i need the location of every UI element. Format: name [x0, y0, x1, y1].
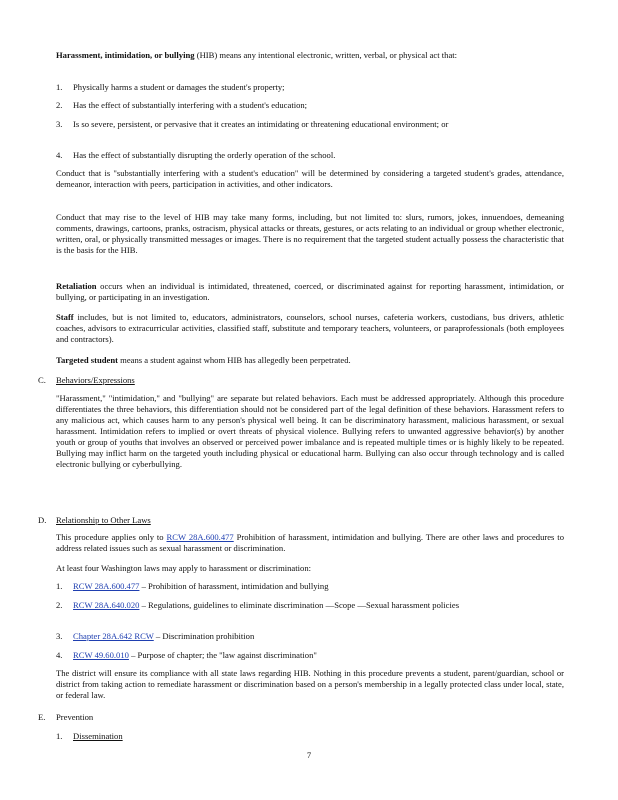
section-c-heading: Behaviors/Expressions [56, 375, 135, 385]
law-text: – Discrimination prohibition [153, 631, 255, 641]
targeted-term: Targeted student [56, 355, 118, 365]
law-item [73, 600, 563, 611]
compliance-paragraph: The district will ensure its compliance with all state laws regarding HIB. Nothing in this procedure prevents a student, parent/guardian, school or district from taking action to remediate harassment or discrimination based on a person's membership in a legally protected class under local, state, or federal law. [56, 668, 564, 700]
law-link[interactable]: RCW 28A.640.020 [73, 600, 140, 610]
retaliation-text: occurs when an individual is intimidated, threatened, coerced, or discriminated against for reporting harassment, intimidation, or bullying, or participating in an investigation. [56, 281, 564, 302]
targeted-student-definition [56, 355, 564, 366]
retaliation-definition [56, 281, 564, 303]
law-number: 4. [56, 650, 63, 660]
law-number: 1. [56, 581, 63, 591]
law-item [73, 631, 563, 642]
item-number: 4. [56, 150, 63, 160]
laws-intro-pre: This procedure applies only to [56, 532, 167, 542]
laws-count-paragraph: At least four Washington laws may apply to harassment or discrimination: [56, 563, 312, 573]
list-item: Has the effect of substantially disrupting the orderly operation of the school. [73, 150, 336, 160]
hib-definition-text: (HIB) means any intentional electronic, written, verbal, or physical act that: [194, 50, 458, 60]
conduct-paragraph: Conduct that is "substantially interfering with a student's education" will be determined by considering a targeted student's grades, attendance, demeanor, interaction with peers, participation in activities, and other indicators. [56, 168, 564, 189]
staff-text: includes, but is not limited to, educators, administrators, counselors, school nurses, cafeteria workers, custodians, bus drivers, athletic coaches, advisors to extracurricular activities, classified staff, substitute and temporary teachers, volunteers, or paraprofessionals (both employees and contractors). [56, 312, 564, 344]
staff-term: Staff [56, 312, 74, 322]
conduct-forms-paragraph: Conduct that may rise to the level of HIB may take many forms, including, but not limited to: slurs, rumors, jokes, innuendoes, demeaning comments, drawings, cartoons, pranks, ostracism, physical attacks or threats, gestures, or acts relating to an individual or group whether electronic, written, oral, or physically transmitted messages or images. There is no requirement that the targeted student actually possess the characteristic that is the basis for the HIB. [56, 212, 564, 255]
list-item: Physically harms a student or damages the student's property; [73, 82, 285, 92]
hib-definition [56, 50, 564, 61]
law-text: – Prohibition of harassment, intimidation and bullying [139, 581, 329, 591]
section-c-letter: C. [38, 375, 46, 385]
law-item [73, 650, 563, 661]
law-text: – Purpose of chapter; the "law against discrimination" [128, 650, 317, 660]
page-number: 7 [306, 750, 312, 760]
list-item: Has the effect of substantially interfering with a student's education; [73, 100, 308, 110]
law-link[interactable]: RCW 28A.600.477 [73, 581, 140, 591]
section-d-letter: D. [38, 515, 47, 525]
section-e-heading: Prevention [56, 712, 94, 722]
section-d-heading: Relationship to Other Laws [56, 515, 151, 525]
law-item [73, 581, 563, 592]
laws-intro-paragraph [56, 532, 564, 554]
list-item: Is so severe, persistent, or pervasive that it creates an intimidating or threatening educational environment; or [73, 119, 449, 129]
subsection-heading: Dissemination [73, 731, 123, 741]
behaviors-paragraph: "Harassment," "intimidation," and "bullying" are separate but related behaviors. Each must be addressed appropriately. Although this procedure differentiates the three behaviors, this differentiation should not be considered part of the legal definition of these behaviors. Harassment refers to any malicious act, which causes harm to any person's physical well being. It can be discriminatory harassment, malicious harassment, or sexual harassment. Intimidation refers to implied or overt threats of physical violence. Bullying refers to unwanted aggressive behavior(s) by another youth or group of youths that involves an observed or perceived power imbalance and is repeated multiple times or is highly likely to be repeated. Bullying may inflict harm on the targeted youth including physical or educational harm. Bullying can also occur through technology and is called electronic bullying or cyberbullying. [56, 393, 564, 469]
section-e-letter: E. [38, 712, 46, 722]
item-number: 2. [56, 100, 63, 110]
retaliation-term: Retaliation [56, 281, 97, 291]
staff-definition [56, 312, 564, 345]
targeted-text: means a student against whom HIB has allegedly been perpetrated. [118, 355, 351, 365]
law-number: 3. [56, 631, 63, 641]
item-number: 1. [56, 82, 63, 92]
subsection-number: 1. [56, 731, 63, 741]
laws-intro-post: Prohibition of harassment, intimidation and bullying. There are other laws and procedures to address related issues such as sexual harassment or discrimination. [56, 532, 564, 553]
law-link[interactable]: Chapter 28A.642 RCW [73, 631, 154, 641]
rcw-600-477-link[interactable]: RCW 28A.600.477 [166, 532, 234, 542]
item-number: 3. [56, 119, 63, 129]
hib-term: Harassment, intimidation, or bullying [56, 50, 195, 60]
law-text: – Regulations, guidelines to eliminate discrimination —Scope —Sexual harassment policies [139, 600, 460, 610]
law-link[interactable]: RCW 49.60.010 [73, 650, 129, 660]
law-number: 2. [56, 600, 63, 610]
